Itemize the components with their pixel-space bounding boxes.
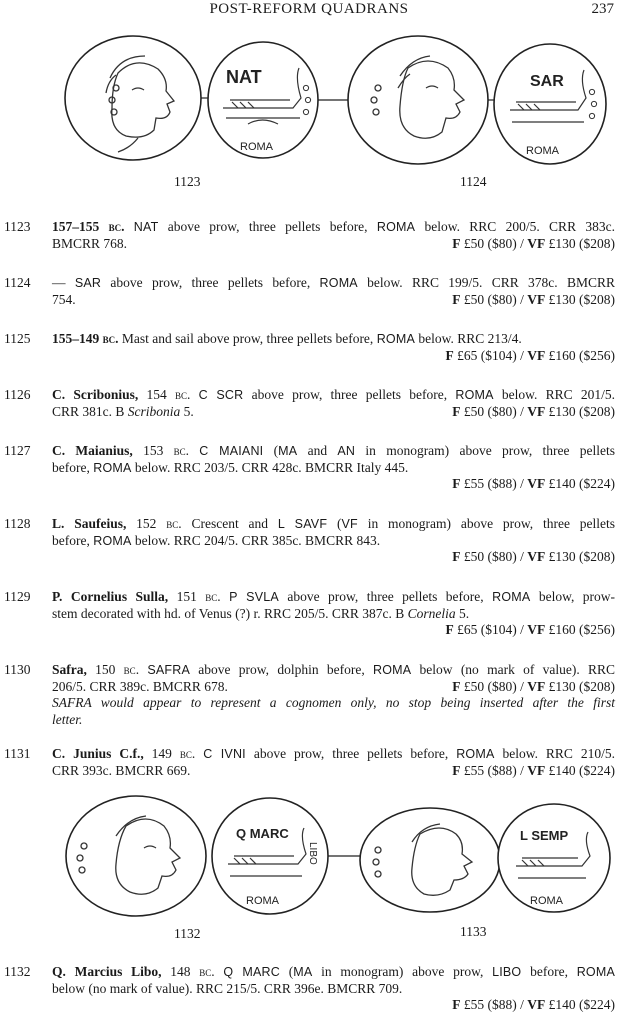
entry-description [52,589,615,639]
coin-1132-reverse [212,798,328,914]
entry-description [52,662,615,728]
coin-plate-bottom [60,790,616,920]
entry-description [52,219,615,252]
entry-number: 1128 [4,516,31,531]
entry-line: 155–149 bc. Mast and sail above prow, three pellets before, ROMA below. RRC 213/4. [52,331,522,346]
price: F £50 ($80) / VF £130 ($208) [452,403,615,419]
entry-line: before, ROMA below. RRC 204/5. CRR 385c. BMCRR 843. [52,532,381,548]
entry-description [52,964,615,1014]
coin-1124-obverse [348,36,488,164]
entry-note: SAFRA would appear to represent a cognomen only, no stop being inserted after the first [52,695,615,710]
price: F £65 ($104) / VF £160 ($256) [445,347,615,363]
entry-number: 1124 [4,275,31,290]
entry-number: 1129 [4,589,31,604]
entry-line: C. Maianius, 153 bc. C MAIANI (MA and AN in monogram) above prow, three pellets [52,443,615,458]
exergue-1124: ROMA [526,145,559,157]
reverse-legend-1124: SAR [530,73,564,90]
plate-caption: 1123 [174,174,201,189]
reverse-legend-1133: L SEMP [520,828,569,843]
plate-caption: 1124 [460,174,487,189]
running-title: POST-REFORM QUADRANS [209,1,409,17]
entry-line: — SAR above prow, three pellets before, ROMA below. RRC 199/5. CRR 378c. BMCRR [52,275,616,290]
page-number: 237 [591,1,614,17]
entry-line: below (no mark of value). RRC 215/5. CRR 396e. BMCRR 709. [52,980,403,996]
entry-line: 157–155 bc. NAT above prow, three pellets before, ROMA below. RRC 200/5. CRR 383c. [52,219,615,234]
entry-number: 1127 [4,443,31,458]
entry-description [52,516,615,566]
entry-line: CRR 393c. BMCRR 669. F £55 ($88) / VF £140 ($224) [52,762,615,778]
price: F £50 ($80) / VF £130 ($208) [452,235,615,251]
exergue-1132: ROMA [246,895,279,907]
price: F £50 ($80) / VF £130 ($208) [452,678,615,694]
coin-plate-top [58,28,618,178]
coin-1132-obverse [66,796,206,916]
coin-1133-obverse [360,808,500,912]
side-legend-1132: LIBO [307,842,318,865]
entry-line: 206/5. CRR 389c. BMCRR 678. F £50 ($80) / VF £130 ($208) [52,678,615,694]
price: F £55 ($88) / VF £140 ($224) [452,476,615,491]
running-header [0,0,618,20]
price: F £65 ($104) / VF £160 ($256) [445,622,615,637]
price: F £50 ($80) / VF £130 ($208) [452,549,615,564]
entry-number: 1125 [4,331,31,346]
entry-line: Q. Marcius Libo, 148 bc. Q MARC (MA in monogram) above prow, LIBO before, ROMA [52,964,616,979]
entry-line: CRR 381c. B Scribonia 5. F £50 ($80) / VF £130 ($208) [52,403,615,419]
reverse-legend-1132: Q MARC [236,826,289,841]
entry-line: Safra, 150 bc. SAFRA above prow, dolphin before, ROMA below (no mark of value). RRC [52,662,615,677]
entry-description [52,387,615,420]
entry-number: 1130 [4,662,31,677]
coin-1133-reverse [498,804,610,912]
entry-line: stem decorated with hd. of Venus (?) r. RRC 205/5. CRR 387c. B Cornelia 5. [52,605,470,621]
coin-1124-reverse [494,44,606,164]
entry-line: C. Junius C.f., 149 bc. C IVNI above prow, three pellets before, ROMA below. RRC 210/5. [52,746,616,761]
price: F £55 ($88) / VF £140 ($224) [452,762,615,778]
entry-description [52,746,615,779]
entry-number: 1131 [4,746,31,761]
entry-note: letter. [52,711,83,727]
price: F £55 ($88) / VF £140 ($224) [452,997,615,1012]
plate-caption: 1132 [174,926,201,941]
entry-line: before, ROMA below. RRC 203/5. CRR 428c. BMCRR Italy 445. [52,459,409,475]
reverse-legend-1123: NAT [226,67,262,87]
entry-description [52,331,615,364]
entry-description [52,443,615,493]
entry-line: BMCRR 768. F £50 ($80) / VF £130 ($208) [52,235,615,251]
price: F £50 ($80) / VF £130 ($208) [452,291,615,307]
plate-caption: 1133 [460,924,487,939]
entry-line: L. Saufeius, 152 bc. Crescent and L SAVF (VF in monogram) above prow, three pellets [52,516,616,531]
entry-line: C. Scribonius, 154 bc. C SCR above prow, three pellets before, ROMA below. RRC 201/5. [52,387,615,402]
exergue-1133: ROMA [530,895,563,907]
entry-number: 1123 [4,219,31,234]
coin-1123-reverse [208,42,318,158]
entry-description [52,275,615,308]
exergue-1123: ROMA [240,141,273,153]
entry-line: 754. F £50 ($80) / VF £130 ($208) [52,291,615,307]
entry-line: P. Cornelius Sulla, 151 bc. P SVLA above prow, three pellets before, ROMA below, prow- [52,589,616,604]
entry-number: 1126 [4,387,31,402]
coin-1123-obverse [65,36,201,160]
entry-number: 1132 [4,964,31,979]
